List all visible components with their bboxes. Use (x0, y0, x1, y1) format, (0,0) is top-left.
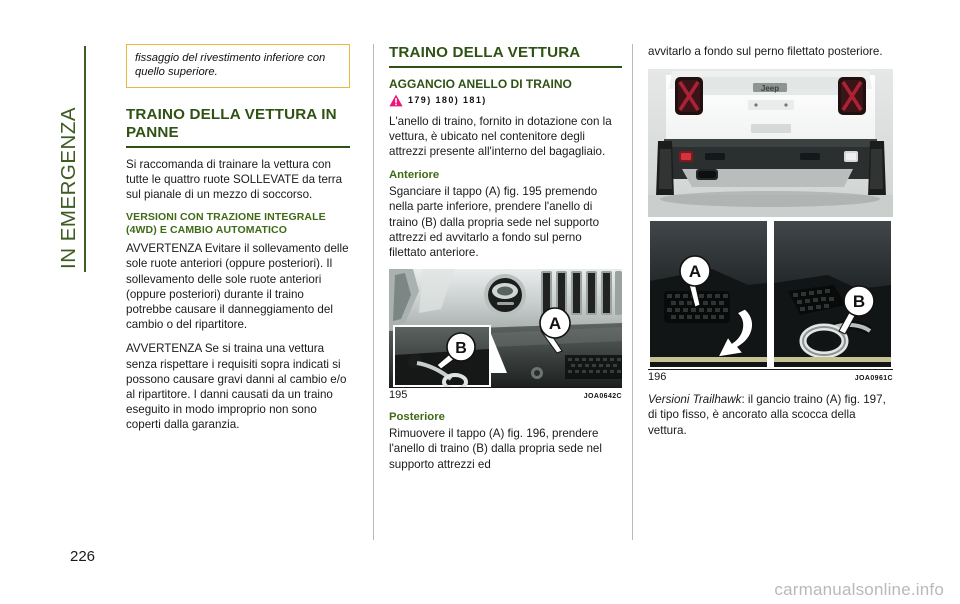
watermark: carmanualsonline.info (774, 580, 944, 599)
page-title-rule (126, 146, 350, 148)
warning-reference-line (389, 94, 622, 107)
column1-subheading: VERSIONI CON TRAZIONE INTEGRALE (4WD) E CAMBIO AUTOMATICO (126, 211, 326, 237)
figure-195-image (389, 269, 622, 387)
column-divider-1 (373, 44, 374, 540)
note-box: fissaggio del rivestimento inferiore con quello superiore. (126, 44, 350, 88)
column1-paragraph-2: AVVERTENZA Evitare il sollevamento delle sole ruote anteriori (oppure posteriori). Il sollevamento delle sole ruote anteriori (oppure posteriori) durante il traino potrebbe causare il danneggiamento del cambio o del ripartitore. (126, 242, 349, 332)
column2-subheading: AGGANCIO ANELLO DI TRAINO (389, 76, 572, 91)
column2-subheading-posteriore: Posteriore (389, 411, 445, 424)
column2-paragraph-2: Sganciare il tappo (A) fig. 195 premendo nella parte inferiore, prendere l'anello di traino (B) dalla propria sede nel supporto attrezzi ed avvitarlo a fondo sul perno filettato anteriore. (389, 185, 600, 259)
section-tab (52, 44, 86, 274)
section-tab-rule (84, 46, 86, 272)
column2-heading-rule (389, 66, 622, 68)
column2-heading-block (389, 44, 622, 68)
column1-paragraph-1: Si raccomanda di trainare la vettura con tutte le quattro ruote SOLLEVATE da terra sul pianale di un mezzo di soccorso. (126, 157, 343, 201)
svg-text:A: A (688, 262, 702, 282)
figure-195-number: 195 (389, 389, 408, 402)
svg-text:A: A (548, 314, 562, 334)
figure-195 (389, 269, 622, 401)
column1-heading-block (126, 106, 350, 148)
column-3 (648, 44, 893, 447)
column3-trailhawk-emphasis: Versioni Trailhawk (648, 393, 742, 407)
column3-paragraph-2 (648, 392, 893, 438)
figure-195-caption (389, 387, 622, 401)
figure-196-code: JOA0961C (854, 375, 893, 383)
column2-heading: TRAINO DELLA VETTURA (389, 44, 581, 61)
figure-196-caption (648, 369, 893, 383)
column2-subheading-anteriore: Anteriore (389, 169, 440, 182)
warning-triangle-icon (389, 94, 403, 107)
column2-paragraph-3: Rimuovere il tappo (A) fig. 196, prendere l'anello di traino (B) dalla propria sede nel supporto attrezzi ed (389, 427, 602, 471)
section-tab-label: IN EMERGENZA (57, 106, 80, 269)
svg-text:Jeep: Jeep (760, 84, 780, 94)
column3-trailhawk-rest: : il gancio traino (A) fig. 197, di tipo fisso, è ancorato alla scocca della vettura. (648, 393, 886, 437)
warning-reference-codes: 179) 180) 181) (408, 95, 487, 105)
column-1 (126, 44, 350, 442)
page-title: TRAINO DELLA VETTURA IN PANNE (126, 105, 337, 142)
column-divider-2 (632, 44, 633, 540)
figure-196-number: 196 (648, 371, 667, 384)
figure-196-image (648, 69, 893, 369)
column2-paragraph-1: L'anello di traino, fornito in dotazione con la vettura, è ubicato nel contenitore degli attrezzi presente all'interno del bagagliaio. (389, 114, 612, 158)
column3-paragraph-1: avvitarlo a fondo sul perno filettato posteriore. (648, 45, 883, 58)
svg-text:B: B (455, 340, 467, 358)
column-2 (389, 44, 622, 481)
svg-text:B: B (852, 292, 866, 312)
figure-195-code: JOA0642C (583, 393, 622, 401)
page-number: 226 (70, 548, 96, 565)
figure-196 (648, 69, 893, 383)
column1-paragraph-3: AVVERTENZA Se si traina una vettura senza rispettare i requisiti sopra indicati si possono causare gravi danni al cambio e/o al ripartitore. I danni causati da un traino eseguito in modo improprio non sono coperti dalla garanzia. (126, 342, 347, 432)
